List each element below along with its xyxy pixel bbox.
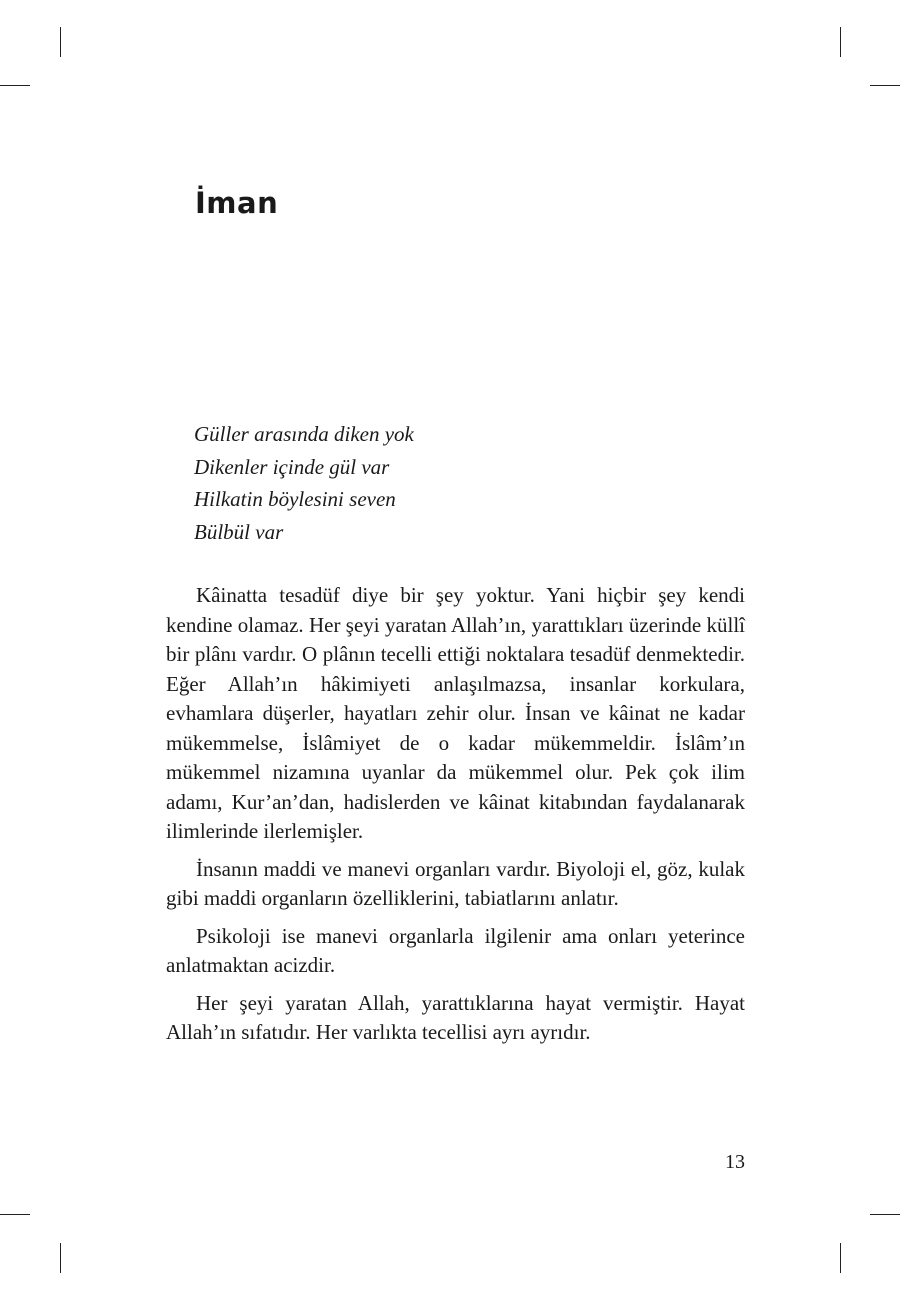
crop-mark-top-left-vertical <box>60 27 61 57</box>
poem-line: Dikenler içinde gül var <box>194 454 390 479</box>
poem-line: Güller arasında diken yok <box>194 422 414 446</box>
body-text <box>166 581 745 1056</box>
chapter-title: İman <box>195 186 279 220</box>
page-number: 13 <box>725 1151 745 1173</box>
crop-mark-bottom-right-vertical <box>840 1243 841 1273</box>
crop-mark-top-right-vertical <box>840 27 841 57</box>
paragraph: Psikoloji ise manevi organlarla ilgilenir ama onları yeterince anlatmaktan acizdir. <box>166 923 745 977</box>
crop-mark-bottom-left-horizontal <box>0 1214 30 1215</box>
paragraph: Her şeyi yaratan Allah, yarattıklarına hayat vermiştir. Hayat Allah’ın sıfatıdır. Her varlıkta tecellisi ayrı ayrıdır. <box>166 990 745 1044</box>
paragraph: Kâinatta tesadüf diye bir şey yoktur. Yani hiçbir şey kendi kendine olamaz. Her şeyi yaratan Allah’ın, yarattıkları üzerinde küllî bir plânı vardır. O plânın tecelli ettiği noktalara tesadüf denmektedir. Eğer Allah’ın hâkimiyeti anlaşılmazsa, insanlar korkulara, evhamlara düşerler, hayatları zehir olur. İnsan ve kâinat ne kadar mükemmelse, İslâmiyet de o kadar mükemmeldir. İslâm’ın mükemmel nizamına uyanlar da mükemmel olur. Pek çok ilim adamı, Kur’an’dan, hadislerden ve kâinat kitabından faydalanarak ilimlerinde ilerlemişler. <box>166 583 745 843</box>
crop-mark-bottom-left-vertical <box>60 1243 61 1273</box>
crop-mark-top-left-horizontal <box>0 85 30 86</box>
poem-stanza <box>194 418 414 548</box>
poem-line: Bülbül var <box>194 519 284 544</box>
crop-mark-bottom-right-horizontal <box>870 1214 900 1215</box>
crop-mark-top-right-horizontal <box>870 85 900 86</box>
poem-line: Hilkatin böylesini seven <box>194 487 396 511</box>
paragraph: İnsanın maddi ve manevi organları vardır. Biyoloji el, göz, kulak gibi maddi organların özelliklerini, tabiatlarını anlatır. <box>166 856 745 910</box>
